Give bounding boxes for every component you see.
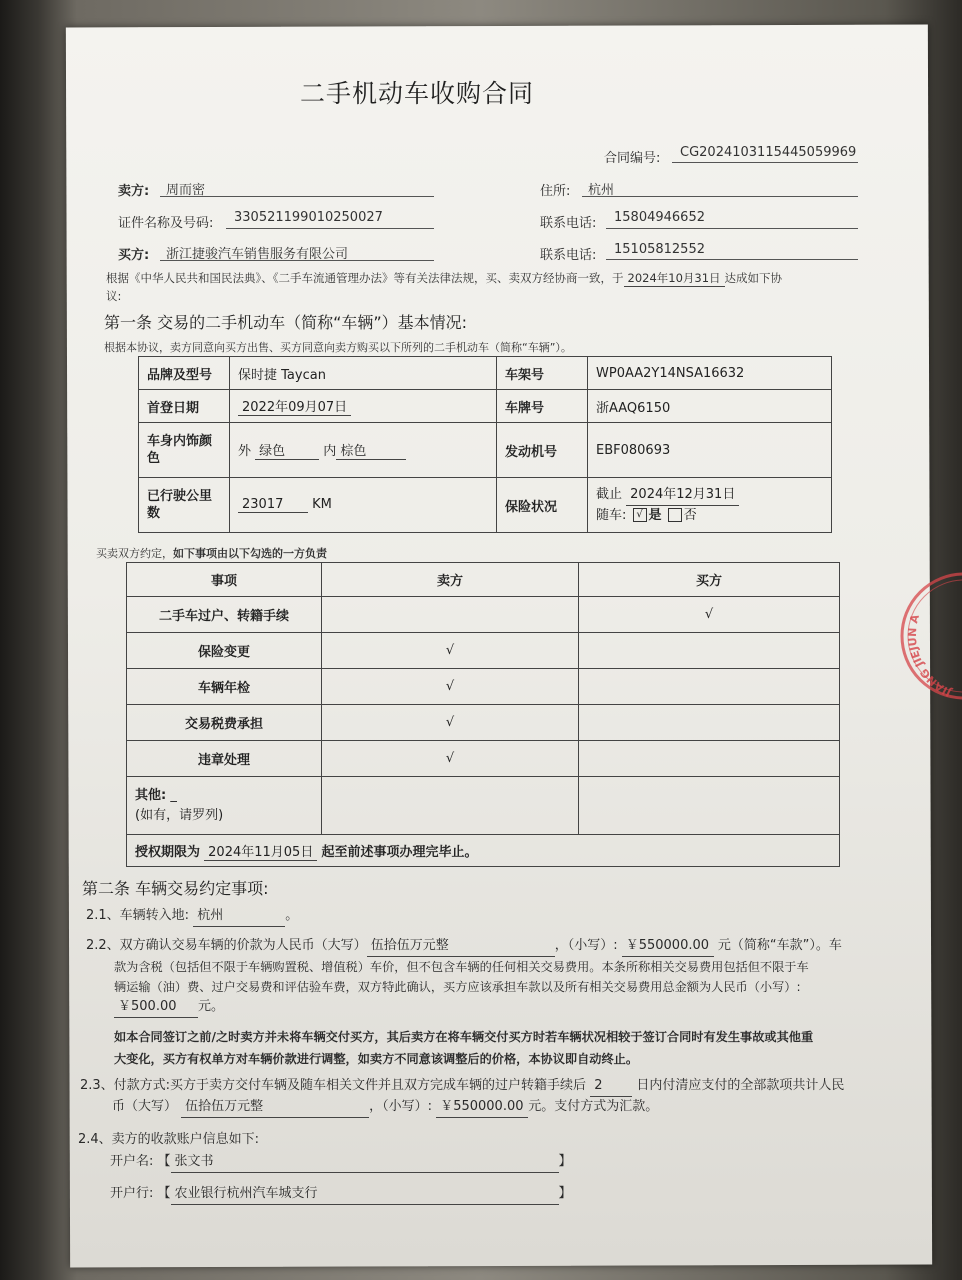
buyer-phone: 15105812552	[614, 242, 705, 257]
other-label: 其他:	[135, 787, 167, 803]
brand-label: 品牌及型号	[139, 357, 230, 390]
resp-seller: √	[322, 741, 579, 777]
clause-2-2	[86, 936, 886, 1018]
seller-label: 卖方:	[118, 184, 150, 199]
no-checkbox[interactable]	[668, 508, 682, 522]
document-title: 二手机动车收购合同	[300, 79, 535, 108]
auth-cell	[127, 835, 840, 867]
bold-clause	[114, 1026, 813, 1070]
c22-line-3: 辆运输（油）费、过户交易费和评估验车费，双方特此确认，买方应该承担车款以及所有相关交易费用总金额为人民币（小写）:	[114, 980, 801, 994]
table-row	[127, 669, 840, 705]
article2-title: 第二条 车辆交易约定事项:	[82, 879, 269, 898]
vehicle-table	[138, 356, 832, 533]
other-row	[127, 777, 840, 835]
bank-label: 开户行:	[110, 1186, 154, 1201]
contract-no: CG2024103115445059969	[680, 145, 857, 160]
resp-item: 交易税费承担	[127, 705, 322, 741]
c22-fee-end: 元。	[198, 999, 225, 1014]
header-item: 事项	[127, 563, 322, 597]
no-label: 否	[683, 507, 697, 523]
other-value: _	[170, 787, 177, 803]
insurance-label: 保险状况	[497, 478, 588, 533]
buyer-line	[160, 260, 434, 261]
c23-part-a: 2.3、付款方式:买方于卖方交付车辆及随车相关文件并且双方完成车辆的过户转籍手续后	[80, 1078, 587, 1093]
plate-label: 车牌号	[497, 390, 588, 423]
yes-label: 是	[648, 507, 662, 523]
c23-part-b: 日内付清应支付的全部款项共计人民	[636, 1078, 845, 1093]
id-number: 330521199010250027	[234, 210, 383, 225]
address-label: 住所:	[540, 184, 571, 199]
resp-title-b: 如下事项由以下勾选的一方负责	[173, 547, 327, 560]
id-line	[226, 228, 434, 229]
c21-end: 。	[285, 908, 299, 923]
buyer-phone-line	[606, 259, 858, 260]
reg-date: 2022年09月07日	[238, 396, 351, 416]
table-row	[127, 633, 840, 669]
other-buyer	[579, 777, 840, 835]
resp-title-a: 买卖双方约定，	[96, 547, 173, 560]
bank-name-label: 开户名:	[110, 1154, 154, 1169]
buyer-label: 买方:	[118, 248, 150, 263]
resp-seller: √	[322, 705, 579, 741]
resp-item: 保险变更	[127, 633, 322, 669]
auth-date: 2024年11月05日	[204, 841, 317, 861]
bracket-right: 】	[558, 1154, 572, 1169]
vin-label: 车架号	[497, 357, 588, 390]
table-row	[139, 423, 832, 478]
insurance-cell	[588, 478, 832, 533]
header-buyer: 买方	[579, 563, 840, 597]
c23-part-e: 元。支付方式为汇款。	[528, 1099, 659, 1114]
c23-days: 2	[590, 1076, 632, 1097]
table-row	[139, 357, 832, 390]
resp-buyer: √	[579, 597, 840, 633]
intro-date: 2024年10月31日	[624, 270, 725, 287]
header-seller: 卖方	[322, 563, 579, 597]
with-car-label: 随车:	[596, 507, 627, 523]
int-prefix: 内	[323, 444, 337, 459]
responsibility-table	[126, 562, 840, 867]
yes-checkbox[interactable]: √	[633, 508, 647, 522]
c23-part-d: ，（小写）:	[369, 1099, 433, 1114]
resp-item: 违章处理	[127, 741, 322, 777]
resp-buyer	[579, 705, 840, 741]
engine-label: 发动机号	[497, 423, 588, 478]
c22-fee: ￥500.00	[114, 997, 198, 1018]
stamp-text: JIANG JIEJUN A	[905, 613, 954, 700]
table-row	[139, 478, 832, 533]
mileage-unit: KM	[312, 497, 332, 512]
bold-line-2: 大变化，买方有权单方对车辆价款进行调整，如卖方不同意该调整后的价格，本协议即自动终止。	[114, 1052, 639, 1066]
c22-line-2: 款为含税（包括但不限于车辆购置税、增值税）车价，但不包含车辆的任何相关交易费用。本条所称相关交易费用包括但不限于车	[114, 960, 809, 974]
reg-label: 首登日期	[139, 390, 230, 423]
c24-title: 2.4、卖方的收款账户信息如下:	[78, 1132, 260, 1147]
c22-amount-cn: 伍拾伍万元整	[367, 936, 555, 957]
seller-name: 周而密	[166, 183, 206, 198]
contract-no-line	[672, 162, 858, 163]
bank-row	[110, 1184, 572, 1205]
resp-seller: √	[322, 669, 579, 705]
auth-part-b: 起至前述事项办理完毕止。	[321, 844, 478, 860]
ext-prefix: 外	[238, 444, 252, 459]
mileage-label-1: 已行驶公里	[147, 489, 213, 504]
resp-item: 二手车过户、转籍手续	[127, 597, 322, 633]
color-label	[139, 423, 230, 478]
int-color: 棕色	[336, 440, 406, 460]
buyer-name: 浙江捷骏汽车销售服务有限公司	[166, 247, 349, 262]
other-hint: (如有，请罗列)	[135, 807, 224, 823]
id-label: 证件名称及号码:	[118, 216, 214, 231]
resp-buyer	[579, 669, 840, 705]
c22-part-a: 2.2、双方确认交易车辆的价款为人民币（大写）	[86, 938, 367, 953]
bold-line-1: 如本合同签订之前/之时卖方并未将车辆交付买方，其后卖方在将车辆交付买方时若车辆状况相较于签订合同时有发生事故或其他重	[114, 1030, 814, 1044]
plate-value: 浙AAQ6150	[588, 390, 832, 423]
address-value: 杭州	[588, 183, 615, 198]
c22-part-c: 元（简称“车款”）。车	[717, 938, 842, 953]
c22-part-b: ，（小写）:	[554, 938, 618, 953]
intro-part-b: 达成如下协	[724, 271, 783, 285]
color-label-2: 色	[147, 451, 161, 466]
table-header-row	[127, 563, 840, 597]
resp-item: 车辆年检	[127, 669, 322, 705]
brand-value: 保时捷 Taycan	[230, 357, 497, 390]
insurance-date: 2024年12月31日	[626, 485, 739, 506]
intro-part-a: 根据《中华人民共和国民法典》、《二手车流通管理办法》等有关法律法规，买、卖双方经协商一致，于	[106, 271, 624, 285]
contract-no-label: 合同编号:	[604, 151, 661, 166]
intro-text	[106, 270, 782, 287]
bracket-left: 【	[157, 1186, 171, 1201]
article1-title: 第一条 交易的二手机动车（简称“车辆”）基本情况:	[104, 313, 468, 332]
auth-row	[127, 835, 840, 867]
bank-name-row	[110, 1152, 572, 1173]
other-cell	[127, 777, 322, 835]
insurance-prefix: 截止	[596, 486, 623, 502]
resp-buyer	[579, 633, 840, 669]
resp-seller	[322, 597, 579, 633]
c23-amount-cn: 伍拾伍万元整	[181, 1097, 369, 1118]
reg-cell	[230, 390, 497, 423]
table-row	[127, 597, 840, 633]
clause-2-1	[86, 906, 298, 927]
c22-amount-num: ￥550000.00	[622, 936, 714, 957]
mileage-label-2: 数	[147, 506, 161, 521]
ext-color: 绿色	[255, 440, 319, 460]
c23-amount-num: ￥550000.00	[436, 1097, 528, 1118]
table-row	[139, 390, 832, 423]
bracket-left: 【	[157, 1154, 171, 1169]
mileage-value: 23017	[238, 497, 308, 513]
table-row	[127, 741, 840, 777]
seller-phone-line	[606, 228, 858, 229]
bank-name-value: 张文书	[171, 1152, 559, 1173]
mileage-cell	[230, 478, 497, 533]
svg-text:JIANG JIEJUN A	[906, 613, 954, 700]
other-seller	[322, 777, 579, 835]
table-row	[127, 705, 840, 741]
address-line	[582, 196, 858, 197]
c21-label: 2.1、车辆转入地:	[86, 908, 190, 923]
bracket-right: 】	[558, 1186, 572, 1201]
clause-2-3	[80, 1076, 886, 1118]
bank-value: 农业银行杭州汽车城支行	[171, 1184, 559, 1205]
resp-buyer	[579, 741, 840, 777]
resp-seller: √	[322, 633, 579, 669]
buyer-phone-label: 联系电话:	[540, 248, 597, 263]
article1-desc: 根据本协议，卖方同意向买方出售、买方同意向卖方购买以下所列的二手机动车（简称“车辆”）。	[104, 341, 572, 354]
mileage-label	[139, 478, 230, 533]
auth-part-a: 授权期限为	[135, 844, 201, 860]
intro-part-c: 议:	[106, 289, 122, 303]
c23-part-c: 币（大写）	[112, 1099, 178, 1114]
color-cell	[230, 423, 497, 478]
seller-phone: 15804946652	[614, 210, 705, 225]
resp-title	[96, 545, 327, 561]
engine-value: EBF080693	[588, 423, 832, 478]
vin-value: WP0AA2Y14NSA16632	[588, 357, 832, 390]
seller-line	[160, 196, 434, 197]
c21-value: 杭州	[193, 906, 285, 927]
color-label-1: 车身内饰颜	[147, 434, 213, 449]
seller-phone-label: 联系电话:	[540, 216, 597, 231]
company-seal-stamp	[872, 570, 962, 710]
